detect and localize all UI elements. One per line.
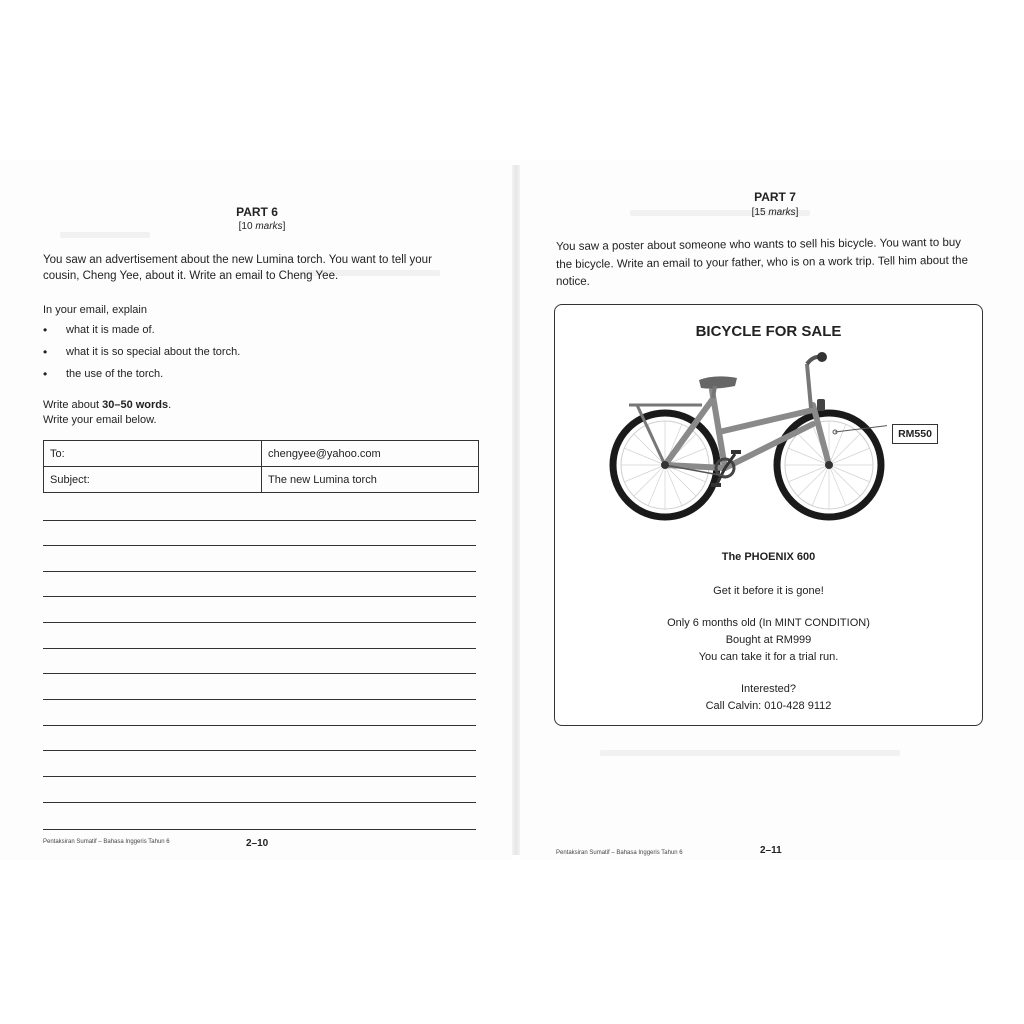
writing-line[interactable] [43,725,476,726]
writing-line[interactable] [43,802,476,803]
explain-label: In your email, explain [43,304,147,316]
word-count-instruction: Write about 30–50 words. [43,399,172,411]
email-header-table [43,440,479,493]
right-page-number: 2–11 [760,845,782,856]
subject-label: Subject: [44,467,262,493]
part-6-marks: [10 marks] [238,221,286,232]
part-7-title: PART 7 [754,190,796,204]
part-6-intro-line-2: cousin, Cheng Yee, about it. Write an email to Cheng Yee. [43,270,339,282]
part-7-intro-line-1: You saw a poster about someone who wants to sell his bicycle. You want to buy [556,236,962,253]
writing-line[interactable] [43,622,476,623]
email-subject-row [44,467,479,493]
bike-condition: Only 6 months old (In MINT CONDITION) [667,617,870,629]
right-footer: Pentaksiran Sumatif – Bahasa Inggeris Tahun 6 [556,850,683,856]
book-gutter [512,165,520,855]
writing-line[interactable] [43,545,476,546]
bullet-dot-icon: • [43,323,48,337]
bicycle-sale-poster [554,304,983,726]
poster-tagline: Get it before it is gone! [713,585,824,597]
bullet-item: • what it is made of. [43,323,155,337]
price-tag: RM550 [892,424,938,444]
write-email-instruction: Write your email below. [43,414,157,426]
bike-model: The PHOENIX 600 [721,551,816,563]
writing-line[interactable] [43,596,476,597]
bicycle-icon [607,350,887,525]
show-through-mark [600,750,900,756]
bullet-item: • what it is so special about the torch. [43,345,241,359]
part-7-marks: [15 marks] [751,207,799,218]
part-7-intro-line-2: the bicycle. Write an email to your father, who is on a work trip. Tell him about the [556,254,968,271]
left-page-number: 2–10 [246,838,269,849]
email-to-row [44,441,479,467]
writing-line[interactable] [43,520,476,521]
interested-text: Interested? [740,683,797,695]
writing-line[interactable] [43,829,476,830]
left-footer: Pentaksiran Sumatif – Bahasa Inggeris Tahun 6 [43,839,170,845]
original-price: Bought at RM999 [725,634,812,646]
subject-value: The new Lumina torch [262,467,479,493]
writing-line[interactable] [43,776,476,777]
show-through-mark [60,232,150,238]
writing-line[interactable] [43,648,476,649]
part-6-title: PART 6 [236,205,278,219]
to-value: chengyee@yahoo.com [262,441,479,467]
to-label: To: [44,441,262,467]
writing-line[interactable] [43,673,476,674]
bullet-item: • the use of the torch. [43,367,164,381]
writing-line[interactable] [43,750,476,751]
bullet-dot-icon: • [43,367,48,381]
bicycle-illustration [607,350,887,525]
writing-line[interactable] [43,571,476,572]
bullet-dot-icon: • [43,345,48,359]
contact-number: Call Calvin: 010-428 9112 [705,700,832,712]
trial-run-note: You can take it for a trial run. [698,651,839,663]
part-7-intro-line-3: notice. [556,276,590,288]
writing-line[interactable] [43,699,476,700]
part-6-intro-line-1: You saw an advertisement about the new Lumina torch. You want to tell your [43,254,432,266]
poster-title: BICYCLE FOR SALE [695,323,842,340]
